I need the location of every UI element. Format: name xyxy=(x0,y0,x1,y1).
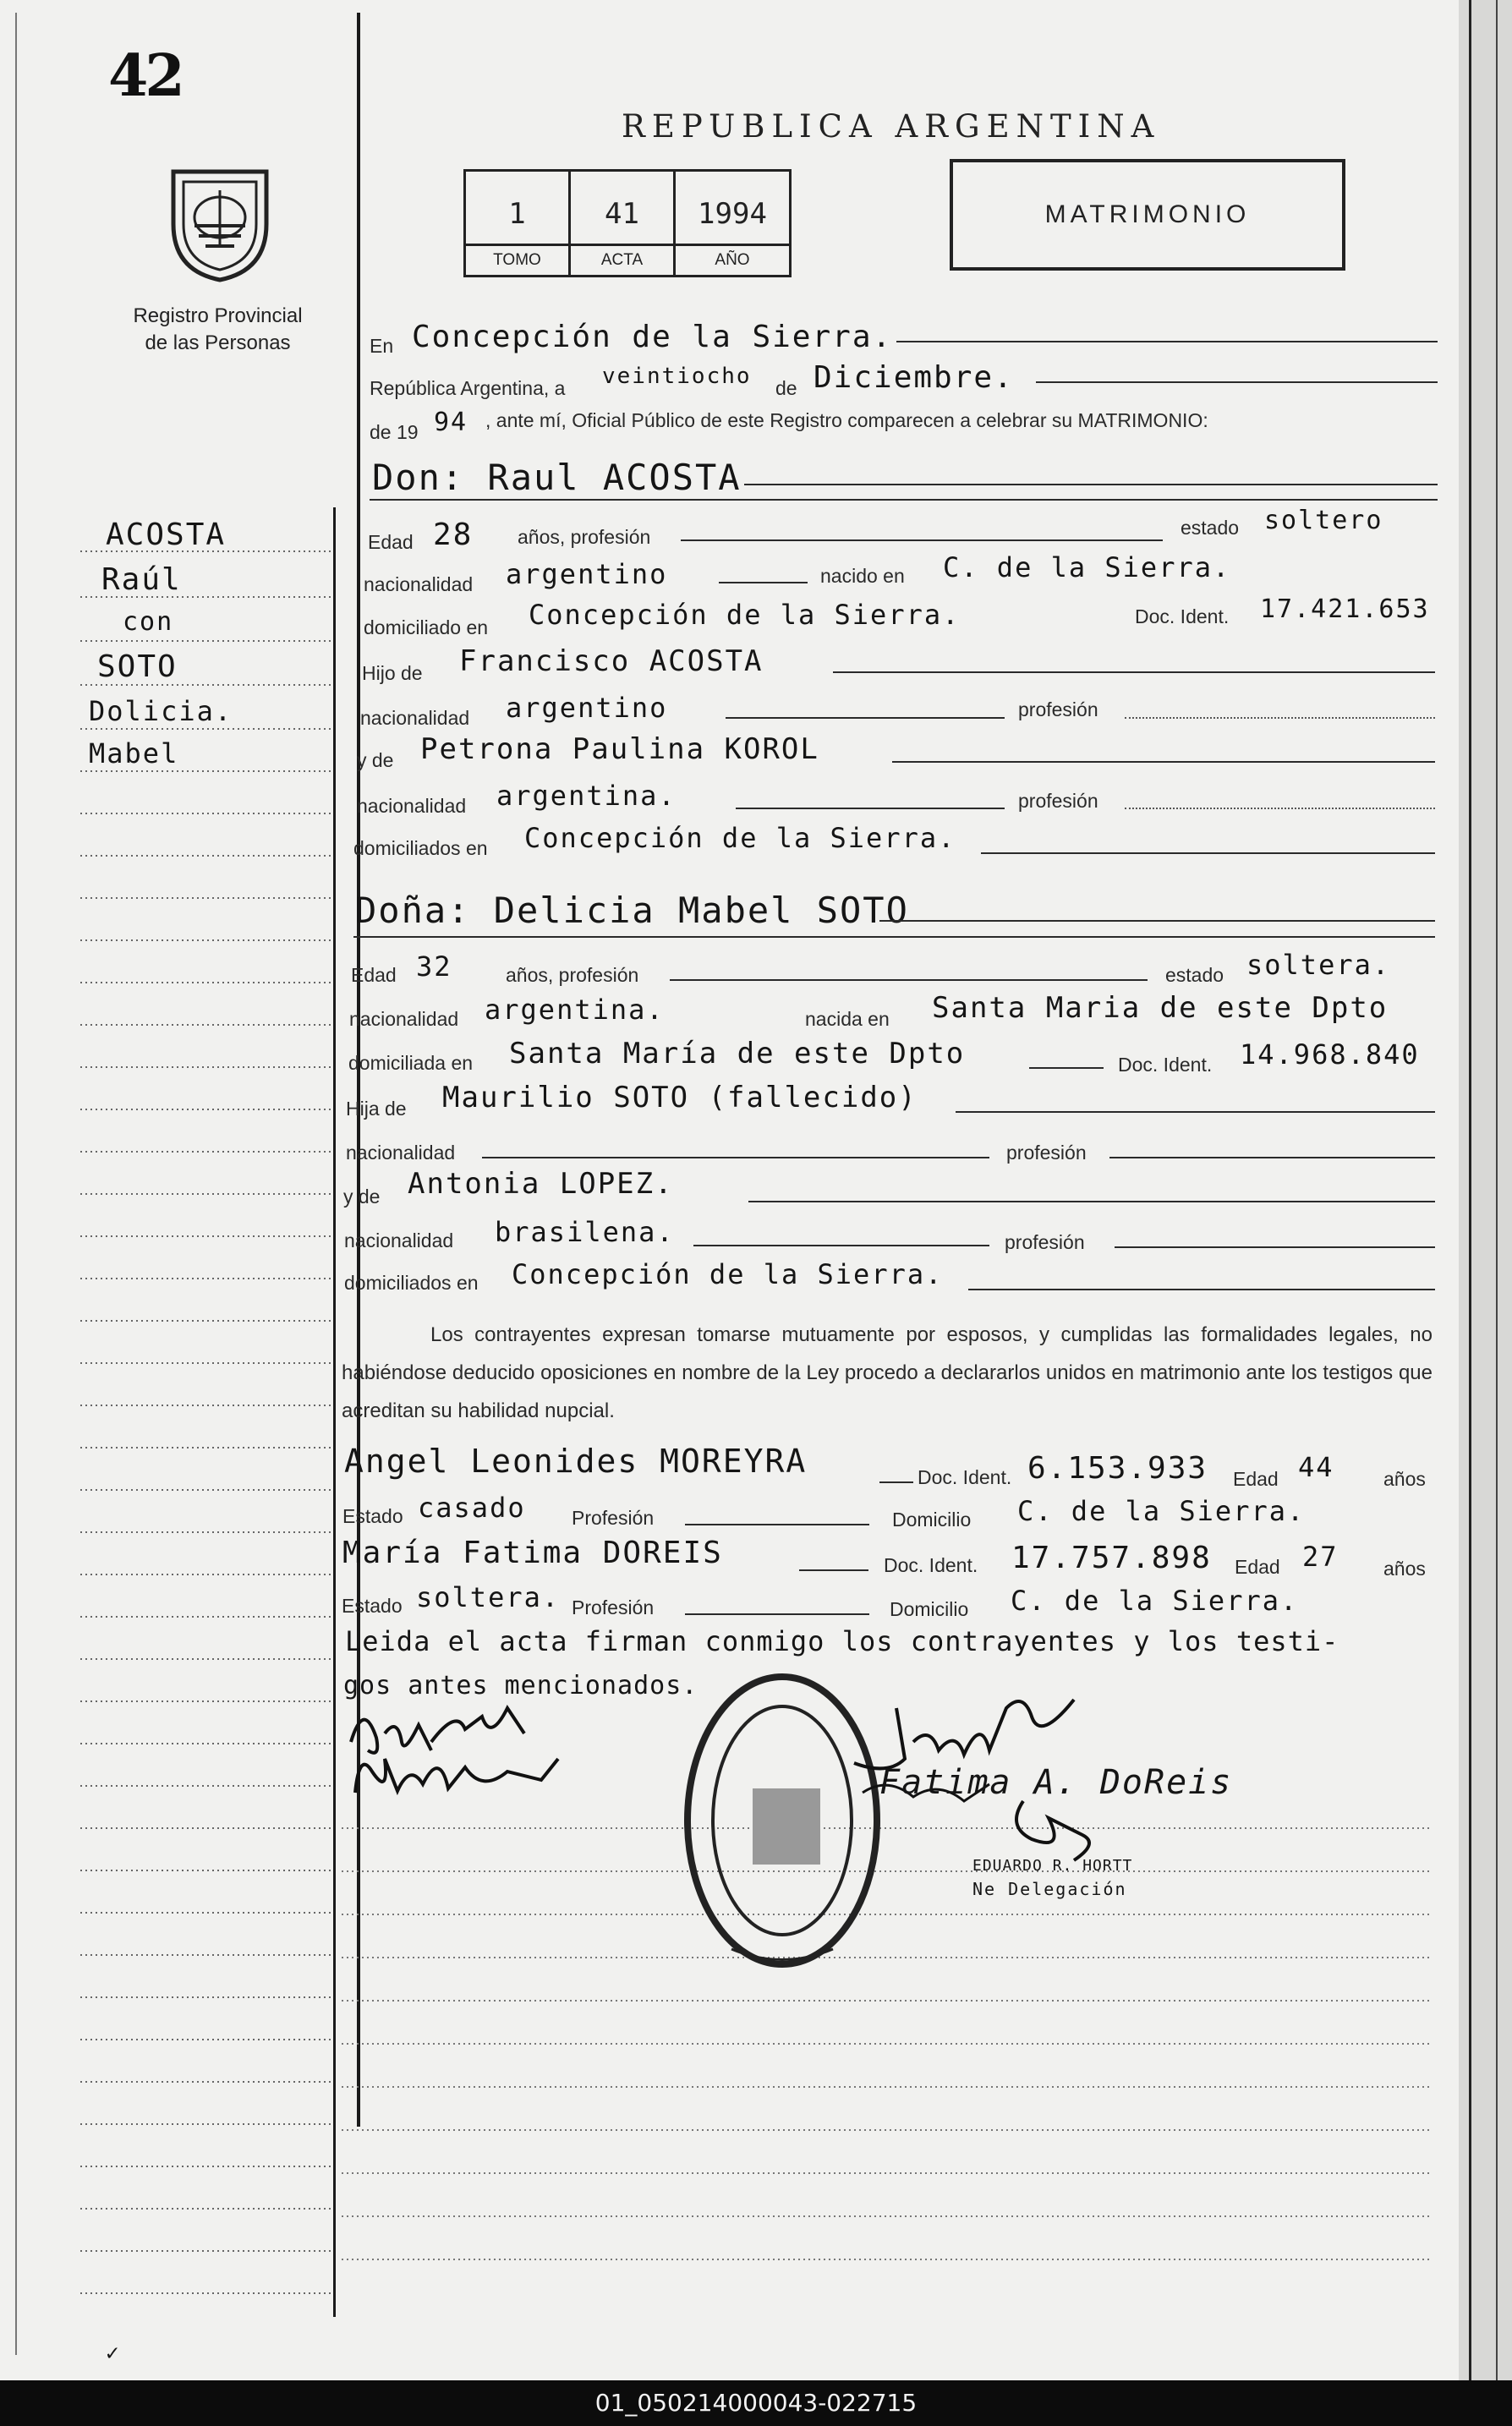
bride-padre-line xyxy=(956,1111,1435,1113)
book-reference-box xyxy=(463,169,792,277)
witness-2-domicilio: C. de la Sierra. xyxy=(1011,1585,1299,1617)
year-prefix: de 19 xyxy=(370,421,419,443)
groom-doc: 17.421.653 xyxy=(1260,594,1430,624)
groom-padre-nac-label: nacionalidad xyxy=(360,707,470,729)
registry-line-1: Registro Provincial xyxy=(133,304,303,327)
registry-line-2: de las Personas xyxy=(145,331,291,354)
groom-nacido-label: nacido en xyxy=(820,565,905,587)
groom-madre: Petrona Paulina KOROL xyxy=(420,732,819,766)
bride-doc-label: Doc. Ident. xyxy=(1118,1054,1213,1076)
witness-2-name-line xyxy=(799,1569,868,1571)
province-seal-icon xyxy=(165,165,275,283)
groom-madre-nac-label: nacionalidad xyxy=(357,795,467,817)
bride-nacida-label: nacida en xyxy=(805,1008,890,1030)
place-value: Concepción de la Sierra. xyxy=(412,320,893,354)
witness-1-profesion-label: Profesión xyxy=(572,1507,655,1529)
page-edge xyxy=(1459,0,1512,2380)
witness-1-estado: casado xyxy=(418,1492,526,1524)
groom-edad-label: Edad xyxy=(368,531,414,553)
witness-2-doc: 17.757.898 xyxy=(1011,1541,1212,1575)
bride-madre: Antonia LOPEZ. xyxy=(408,1167,674,1201)
groom-madre-line xyxy=(892,761,1435,763)
groom-signature-icon xyxy=(338,1691,617,1810)
bride-madre-line xyxy=(748,1201,1435,1202)
closing-line-2: gos antes mencionados. xyxy=(343,1671,698,1700)
tomo-cell xyxy=(466,172,571,275)
groom-padre-prof-line xyxy=(1125,717,1435,719)
record-type-box: MATRIMONIO xyxy=(950,159,1345,271)
groom-padre-line xyxy=(833,671,1435,673)
groom-madre-prof-line xyxy=(1125,808,1435,809)
groom-padre-nac: argentino xyxy=(506,692,668,724)
groom-padre-label: Hijo de xyxy=(362,662,423,684)
groom-title-line-2 xyxy=(370,499,1438,501)
groom-nacionalidad: argentino xyxy=(506,558,668,590)
bride-padres-dom: Concepción de la Sierra. xyxy=(512,1258,944,1290)
witness-1-domicilio-label: Domicilio xyxy=(892,1509,972,1531)
bride-title: Doña: Delicia Mabel SOTO xyxy=(355,890,909,931)
margin-dotted-lines xyxy=(80,541,332,2317)
witness-2-edad-label: Edad xyxy=(1235,1556,1280,1578)
de-label: de xyxy=(775,377,797,399)
bride-padre-prof-line xyxy=(1109,1157,1435,1158)
groom-doc-label: Doc. Ident. xyxy=(1135,605,1230,627)
groom-padres-dom-line xyxy=(981,852,1435,854)
witness-1-estado-label: Estado xyxy=(342,1505,403,1527)
witness-2-anos-label: años xyxy=(1383,1558,1426,1580)
ano-label: AÑO xyxy=(676,244,789,275)
groom-title-line xyxy=(744,484,1438,485)
witness-2-estado: soltera. xyxy=(416,1581,561,1613)
witness-2-domicilio-label: Domicilio xyxy=(890,1598,969,1620)
witness-2-edad: 27 xyxy=(1302,1541,1339,1573)
bride-madre-nac-line xyxy=(693,1245,989,1246)
bride-padre-nac-line xyxy=(482,1157,989,1158)
republic-heading: REPUBLICA ARGENTINA xyxy=(622,108,1161,145)
witness-2-doc-label: Doc. Ident. xyxy=(884,1554,978,1576)
witness-1-edad: 44 xyxy=(1298,1451,1334,1483)
margin-name: ACOSTA xyxy=(106,518,227,552)
witness-1-name: Angel Leonides MOREYRA xyxy=(344,1443,808,1480)
bride-madre-label: y de xyxy=(343,1186,381,1208)
ano-cell xyxy=(676,172,789,275)
ruled-lines xyxy=(342,1784,1433,2292)
margin-name: con xyxy=(123,607,174,637)
registry-title xyxy=(101,303,334,357)
bride-domicilio-line xyxy=(1029,1067,1104,1069)
bride-padre-prof-label: profesión xyxy=(1006,1142,1087,1164)
witness-2-estado-label: Estado xyxy=(342,1595,403,1617)
groom-padres-dom: Concepción de la Sierra. xyxy=(524,822,956,854)
republica-label: República Argentina, a xyxy=(370,377,566,399)
bottom-margin-mark: ✓ xyxy=(106,2341,121,2366)
margin-name: Raúl xyxy=(101,562,182,597)
outer-margin-rule xyxy=(15,13,17,2355)
bride-padres-dom-line xyxy=(968,1289,1435,1290)
groom-padre-nac-line xyxy=(726,717,1005,719)
bride-nacida: Santa Maria de este Dpto xyxy=(932,991,1389,1025)
bride-title-line xyxy=(879,920,1435,922)
groom-nacionalidad-label: nacionalidad xyxy=(364,573,474,595)
witness-2-name: María Fatima DOREIS xyxy=(342,1536,723,1570)
witness-1-domicilio: C. de la Sierra. xyxy=(1017,1495,1306,1527)
witness-1-profesion-line xyxy=(685,1524,869,1525)
witness-2-profesion-label: Profesión xyxy=(572,1596,655,1618)
bride-profesion-line xyxy=(670,979,1148,981)
acta-value: 41 xyxy=(605,197,639,231)
groom-madre-label: y de xyxy=(357,749,394,771)
bride-doc: 14.968.840 xyxy=(1240,1038,1420,1071)
bride-edad: 32 xyxy=(416,950,452,983)
margin-name: SOTO xyxy=(97,649,178,684)
bride-domicilio: Santa María de este Dpto xyxy=(509,1037,966,1071)
folio-number: 42 xyxy=(108,42,182,110)
bride-madre-prof-label: profesión xyxy=(1005,1231,1085,1253)
closing-line-1: Leida el acta firman conmigo los contrayentes y los testi- xyxy=(345,1625,1339,1657)
margin-name: Mabel xyxy=(89,737,179,769)
place-line xyxy=(896,341,1438,342)
groom-title: Don: Raul ACOSTA xyxy=(372,457,742,498)
bride-nacionalidad: argentina. xyxy=(485,994,665,1026)
groom-padre: Francisco ACOSTA xyxy=(459,644,764,678)
bride-padres-dom-label: domiciliados en xyxy=(344,1272,479,1294)
bride-nacionalidad-label: nacionalidad xyxy=(349,1008,459,1030)
bride-madre-prof-line xyxy=(1115,1246,1435,1248)
groom-estado: soltero xyxy=(1264,506,1383,535)
tomo-value: 1 xyxy=(508,197,526,231)
groom-madre-nac: argentina. xyxy=(496,780,677,812)
groom-padres-dom-label: domiciliados en xyxy=(353,837,488,859)
officer-name: EDUARDO R. HORTT xyxy=(972,1857,1133,1875)
groom-domicilio: Concepción de la Sierra. xyxy=(529,599,961,631)
tomo-label: TOMO xyxy=(466,244,568,275)
witness-1-name-line xyxy=(879,1481,913,1483)
groom-madre-prof-label: profesión xyxy=(1018,790,1098,812)
bride-profesion-label: años, profesión xyxy=(506,964,639,986)
groom-edad: 28 xyxy=(433,518,474,552)
bride-madre-nac: brasilena. xyxy=(495,1216,675,1248)
acta-cell xyxy=(571,172,676,275)
en-label: En xyxy=(370,335,394,357)
bride-padre: Maurilio SOTO (fallecido) xyxy=(442,1081,918,1114)
groom-nacido: C. de la Sierra. xyxy=(943,551,1231,583)
day-value: veintiocho xyxy=(602,364,752,389)
witness-1-edad-label: Edad xyxy=(1233,1468,1279,1490)
witness-1-doc-label: Doc. Ident. xyxy=(918,1466,1012,1488)
declaration-text: Los contrayentes expresan tomarse mutuamente por esposos, y cumplidas las formalidades legales, no habiéndose deducido oposiciones en nombre de la Ley procedo a declararlos unidos en matrimonio ante los testigos que acreditan su habilidad nupcial. xyxy=(342,1323,1433,1422)
groom-profesion-line xyxy=(681,539,1163,541)
bride-padre-nac-label: nacionalidad xyxy=(346,1142,456,1164)
witness-2-profesion-line xyxy=(685,1613,869,1615)
groom-domicilio-label: domiciliado en xyxy=(364,616,489,638)
witness-1-doc: 6.153.933 xyxy=(1027,1451,1208,1486)
bride-edad-label: Edad xyxy=(351,964,397,986)
groom-nac-line xyxy=(719,582,808,583)
bride-madre-nac-label: nacionalidad xyxy=(344,1229,454,1251)
acta-label: ACTA xyxy=(571,244,673,275)
witness-2-signature: Fatima A. DoReis xyxy=(879,1763,1233,1802)
ano-value: 1994 xyxy=(698,197,767,231)
year-suffix: 94 xyxy=(434,408,468,437)
bride-estado-label: estado xyxy=(1165,964,1224,986)
bride-padre-label: Hija de xyxy=(346,1098,407,1120)
month-value: Diciembre. xyxy=(814,360,1014,395)
footer-code: 01_050214000043-022715 xyxy=(0,2380,1512,2426)
groom-estado-label: estado xyxy=(1181,517,1240,539)
bride-estado: soltera. xyxy=(1246,949,1391,981)
groom-padre-prof-label: profesión xyxy=(1018,698,1098,720)
margin-name: Dolicia. xyxy=(89,695,233,727)
witness-1-anos-label: años xyxy=(1383,1468,1426,1490)
groom-profesion-label: años, profesión xyxy=(518,526,651,548)
month-line xyxy=(1036,381,1438,383)
bride-title-line-2 xyxy=(353,936,1435,938)
margin-column-rule xyxy=(333,507,336,2317)
bride-domicilio-label: domiciliada en xyxy=(348,1052,474,1074)
groom-madre-nac-line xyxy=(736,808,1005,809)
officer-title: Ne Delegación xyxy=(972,1879,1127,1899)
opening-statement: , ante mí, Oficial Público de este Registro comparecen a celebrar su MATRIMONIO: xyxy=(485,409,1208,431)
